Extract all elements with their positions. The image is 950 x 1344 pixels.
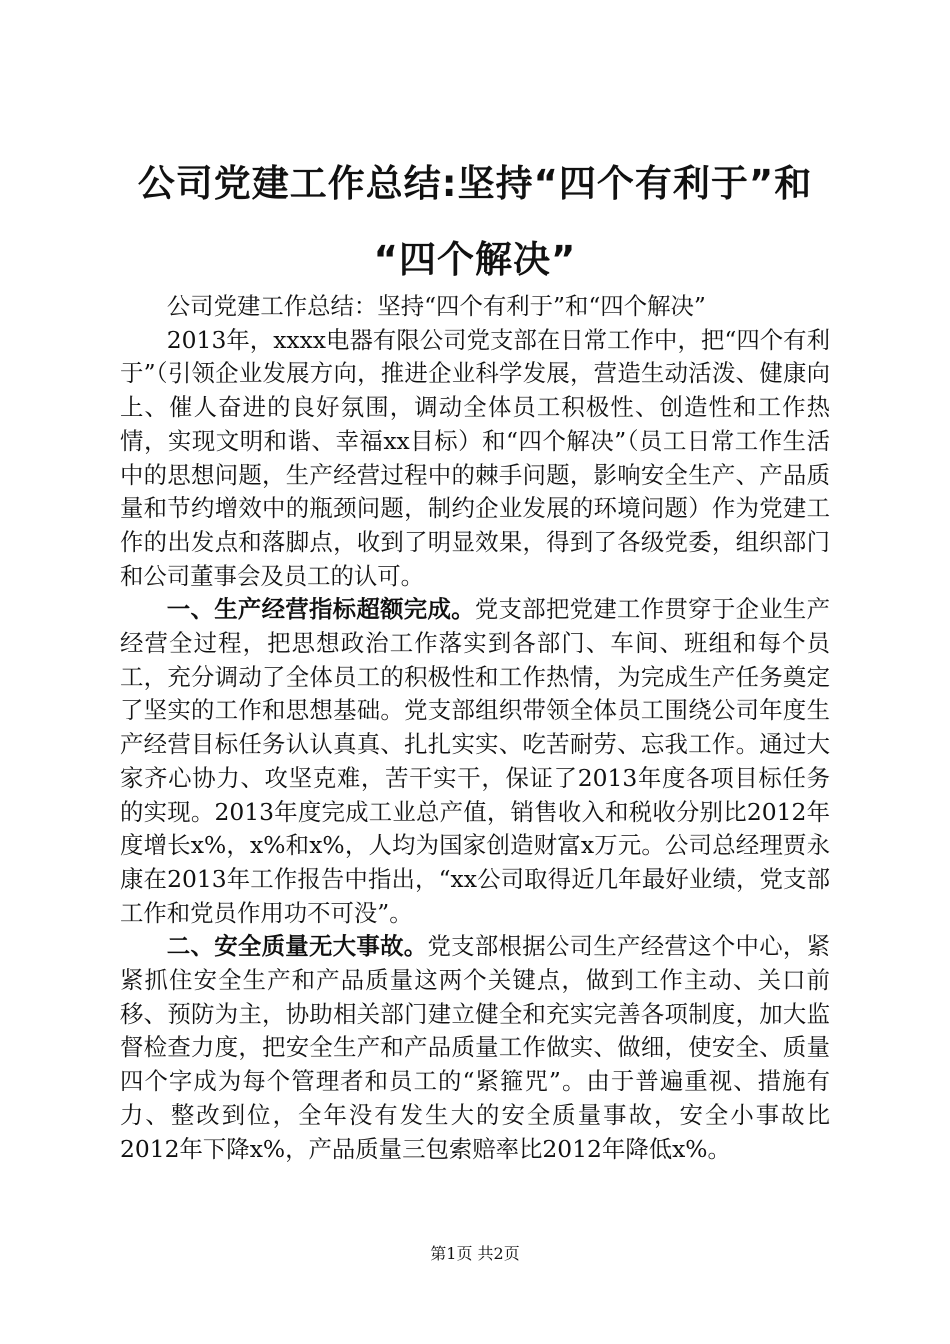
section-body-2: 党支部根据公司生产经营这个中心，紧紧抓住安全生产和产品质量这两个关键点，做到工作主动、关口前移、预防为主，协助相关部门建立健全和充实完善各项制度，加大监督检查力度，把安全生产和产品质量工作做实、做细，使安全、质量四个字成为每个管理者和员工的“紧箍咒”。由于普遍重视、措施有力、整改到位，全年没有发生大的安全质量事故，安全小事故比2012年下降x%，产品质量三包索赔率比2012年降低x%。 — [120, 932, 831, 1163]
intro-paragraph: 2013年，xxxx电器有限公司党支部在日常工作中，把“四个有利于”（引领企业发展方向，推进企业科学发展，营造生动活泼、健康向上、催人奋进的良好氛围，调动全体员工积极性、创造性和工作热情，实现文明和谐、幸福xx目标）和“四个解决”（员工日常工作生活中的思想问题，生产经营过程中的棘手问题，影响安全生产、产品质量和节约增效中的瓶颈问题，制约企业发展的环境问题）作为党建工作的出发点和落脚点，收到了明显效果，得到了各级党委，组织部门和公司董事会及员工的认可。 — [120, 325, 830, 590]
subtitle-paragraph: 公司党建工作总结：坚持“四个有利于”和“四个解决” — [166, 292, 706, 320]
document-body — [120, 290, 830, 1166]
section-heading-2: 二、安全质量无大事故。 — [166, 932, 428, 961]
section-paragraph-1 — [120, 593, 830, 930]
section-heading-1: 一、生产经营指标超额完成。 — [166, 595, 475, 624]
page-number-footer: 第1页 共2页 — [430, 1244, 520, 1263]
document-title-line-1: 公司党建工作总结:坚持“四个有利于”和 — [137, 162, 813, 205]
section-body-1: 党支部把党建工作贯穿于企业生产经营全过程，把思想政治工作落实到各部门、车间、班组和每个员工，充分调动了全体员工的积极性和工作热情，为完成生产任务奠定了坚实的工作和思想基础。党支部组织带领全体员工围绕公司年度生产经营目标任务认认真真、扎扎实实、吃苦耐劳、忘我工作。通过大家齐心协力、攻坚克难，苦干实干，保证了2013年度各项目标任务的实现。2013年度完成工业总产值，销售收入和税收分别比2012年度增长x%，x%和x%，人均为国家创造财富x万元。公司总经理贾永康在2013年工作报告中指出，“xx公司取得近几年最好业绩，党支部工作和党员作用功不可没”。 — [120, 595, 831, 927]
document-title-line-2: “四个解决” — [373, 238, 577, 281]
section-paragraph-2 — [120, 930, 830, 1166]
